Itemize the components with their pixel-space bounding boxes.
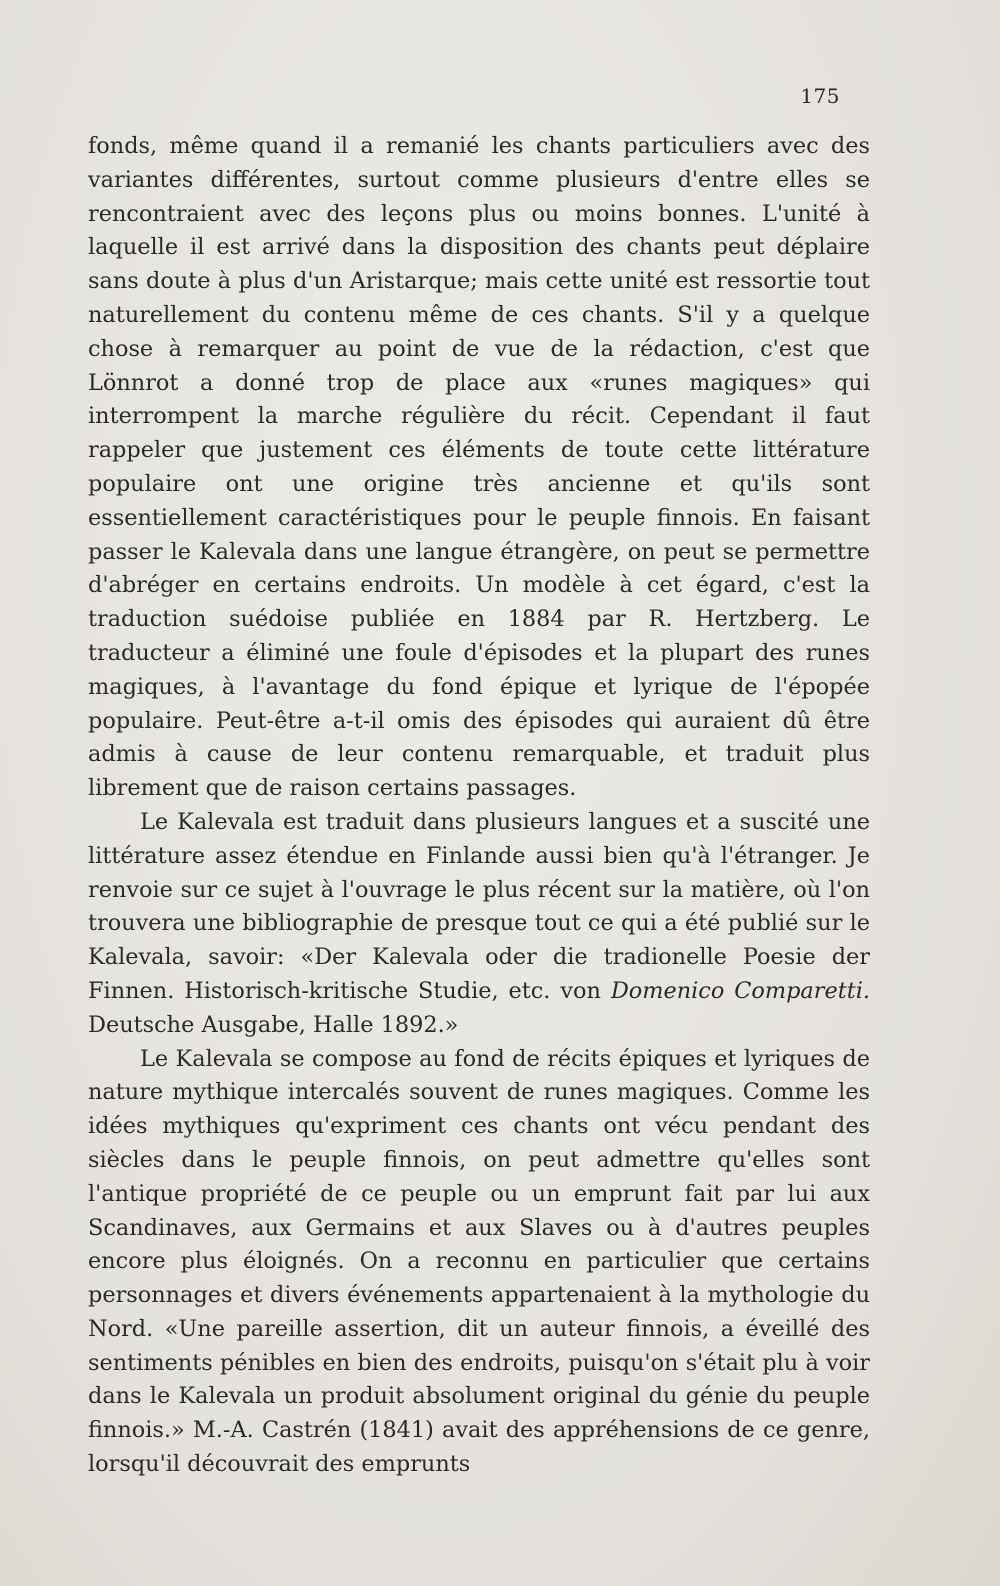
cited-author: Domenico Comparetti. xyxy=(610,977,870,1004)
paragraph-2 xyxy=(88,806,870,1043)
body-text xyxy=(88,130,870,1482)
paragraph-1: fonds, même quand il a remanié les chants particuliers avec des variantes différentes, surtout comme plusieurs d'entre elles se rencontraient avec des leçons plus ou moins bonnes. L'unité à laquelle il est arrivé dans la disposition des chants peut déplaire sans doute à plus d'un Aristarque; mais cette unité est ressortie tout naturellement du contenu même de ces chants. S'il y a quelque chose à remarquer au point de vue de la rédaction, c'est que Lönnrot a donné trop de place aux «runes magiques» qui interrompent la marche régulière du récit. Cependant il faut rappeler que justement ces éléments de toute cette littérature populaire ont une origine très ancienne et qu'ils sont essentiellement caractéristiques pour le peuple finnois. En faisant passer le Kalevala dans une langue étrangère, on peut se permettre d'abréger en certains endroits. Un modèle à cet égard, c'est la traduction suédoise publiée en 1884 par R. Hertzberg. Le traducteur a éliminé une foule d'épisodes et la plupart des runes magiques, à l'avantage du fond épique et lyrique de l'épopée populaire. Peut-être a-t-il omis des épisodes qui auraient dû être admis à cause de leur contenu remarquable, et traduit plus librement que de raison certains passages. xyxy=(88,133,870,802)
paragraph-3: Le Kalevala se compose au fond de récits épiques et lyriques de nature mythique intercalés souvent de runes magiques. Comme les idées mythiques qu'expriment ces chants ont vécu pendant des siècles dans le peuple finnois, on peut admettre qu'elles sont l'antique propriété de ce peuple ou un emprunt fait par lui aux Scandinaves, aux Germains et aux Slaves ou à d'autres peuples encore plus éloignés. On a reconnu en particulier que certains personnages et divers événements appartenaient à la mythologie du Nord. «Une pareille assertion, dit un auteur finnois, a éveillé des sentiments pénibles en bien des endroits, puisqu'on s'était plu à voir dans le Kalevala un produit absolument original du génie du peuple finnois.» M.-A. Castrén (1841) avait des appréhensions de ce genre, lorsqu'il découvrait des emprunts xyxy=(88,1045,870,1478)
paragraph-2-text-after: Deutsche Ausgabe, Halle 1892.» xyxy=(88,1011,459,1038)
paragraph-2-text-before: Le Kalevala est traduit dans plusieurs langues et a suscité une littérature assez étendue en Finlande aussi bien qu'à l'étranger. Je renvoie sur ce sujet à l'ouvrage le plus récent sur la matière, où l'on trouvera une bibliographie de presque tout ce qui a été publié sur le Kalevala, savoir: «Der Kalevala oder die tradionelle Poesie der Finnen. Historisch-kritische Studie, etc. von xyxy=(88,808,870,1004)
page-number: 175 xyxy=(800,84,840,108)
